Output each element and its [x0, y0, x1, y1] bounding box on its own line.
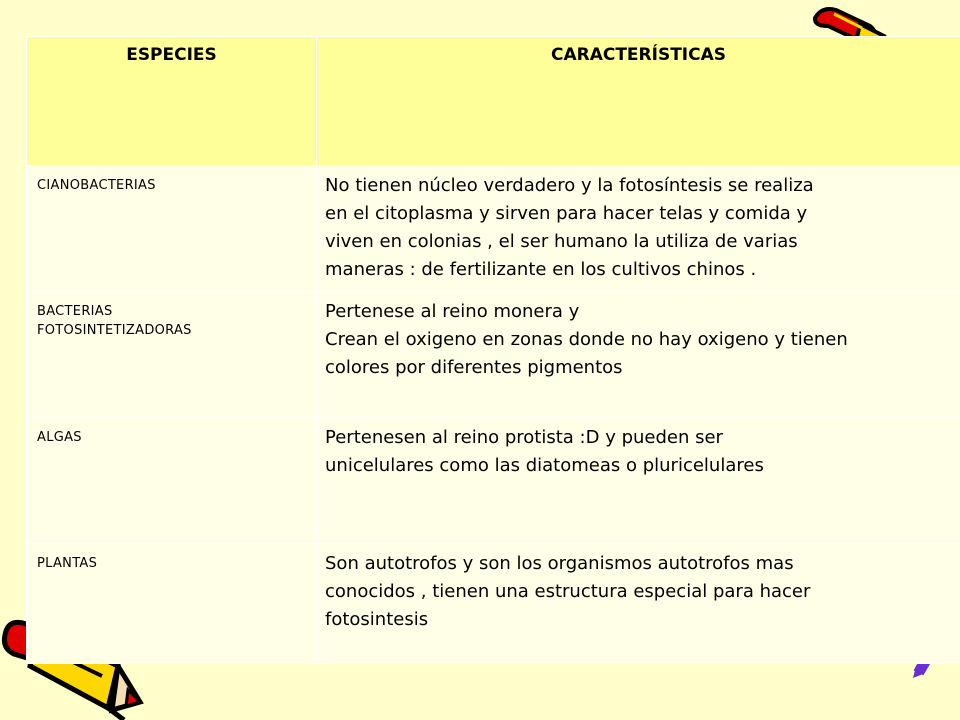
description-line: No tienen núcleo verdadero y la fotosíntesis se realiza	[325, 175, 814, 196]
species-name: FOTOSINTETIZADORAS	[37, 323, 192, 338]
description-line: conocidos , tienen una estructura especial para hacer	[325, 581, 811, 602]
header-species: ESPECIES	[27, 37, 317, 166]
description-line: unicelulares como las diatomeas o pluricelulares	[325, 455, 764, 476]
description-line: Son autotrofos y son los organismos autotrofos mas	[325, 553, 794, 574]
description-line: colores por diferentes pigmentos	[325, 357, 623, 378]
characteristics-cell	[317, 292, 960, 418]
description-line: maneras : de fertilizante en los cultivos chinos .	[325, 259, 757, 280]
characteristics-cell	[317, 544, 960, 664]
species-cell	[27, 418, 317, 544]
table-row	[27, 544, 960, 664]
table-row	[27, 166, 960, 292]
description-line: en el citoplasma y sirven para hacer telas y comida y	[325, 203, 808, 224]
table-header-row	[27, 37, 960, 166]
species-cell	[27, 166, 317, 292]
description-line: fotosintesis	[325, 609, 429, 630]
description-line: Pertenesen al reino protista :D y pueden ser	[325, 427, 723, 448]
description-line: Crean el oxigeno en zonas donde no hay oxigeno y tienen	[325, 329, 848, 350]
species-name: CIANOBACTERIAS	[37, 178, 156, 193]
table-row	[27, 418, 960, 544]
table-row	[27, 292, 960, 418]
description-line: viven en colonias , el ser humano la utiliza de varias	[325, 231, 798, 252]
species-table	[26, 36, 960, 664]
description-line: Pertenese al reino monera y	[325, 301, 580, 322]
species-cell	[27, 292, 317, 418]
characteristics-cell	[317, 418, 960, 544]
species-name: BACTERIAS	[37, 304, 113, 319]
species-name: ALGAS	[37, 430, 82, 445]
species-name: PLANTAS	[37, 556, 98, 571]
characteristics-cell	[317, 166, 960, 292]
species-cell	[27, 544, 317, 664]
header-characteristics: CARACTERÍSTICAS	[317, 37, 960, 166]
